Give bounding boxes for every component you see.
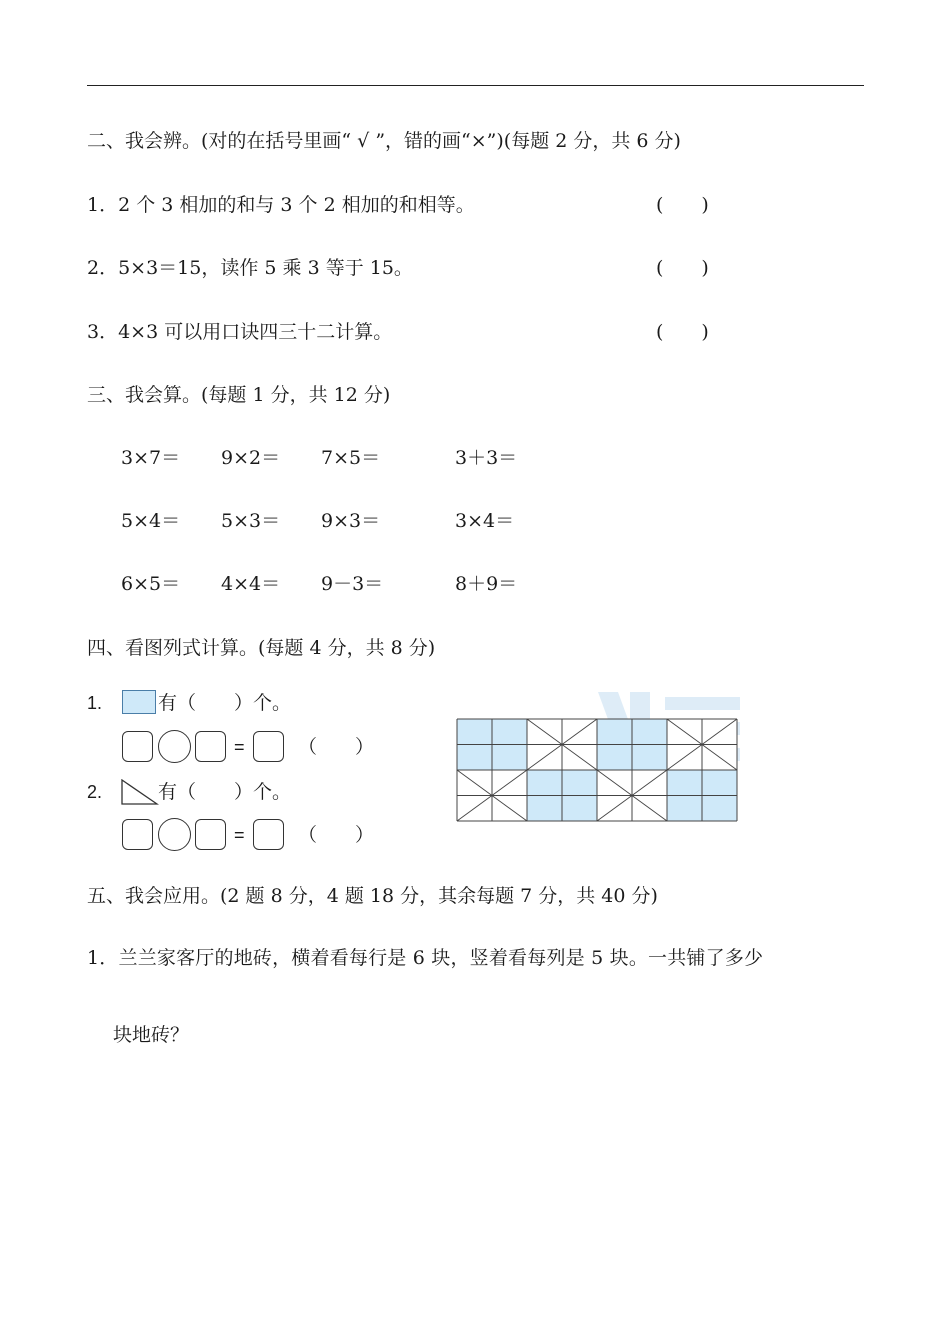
calc-r3-c3[interactable]: 9－3＝ [321, 573, 384, 595]
section4-heading: 四、看图列式计算。(每题 4 分，共 8 分) [87, 637, 436, 659]
q2-box-1[interactable] [122, 819, 153, 850]
q1-number: 1. [87, 693, 103, 713]
top-rule [87, 85, 864, 86]
calc-r3-c4[interactable]: 8＋9＝ [455, 573, 518, 595]
calc-r3-c1[interactable]: 6×5＝ [121, 573, 181, 595]
q2-unit-paren[interactable]: （ ） [298, 824, 375, 846]
shape-grid-figure [456, 718, 740, 824]
judge-item-3: 3．4×3 可以用口诀四三十二计算。 [87, 321, 393, 343]
calc-r2-c2[interactable]: 5×3＝ [221, 510, 281, 532]
q2-operator-circle[interactable] [158, 818, 191, 851]
q2-number: 2. [87, 782, 103, 802]
judge-answer-1[interactable]: ( ) [656, 194, 709, 216]
judge-item-2: 2．5×3＝15，读作 5 乘 3 等于 15。 [87, 257, 413, 279]
q2-box-2[interactable] [195, 819, 226, 850]
q2-equals: = [234, 825, 245, 845]
judge-answer-2[interactable]: ( ) [656, 257, 709, 279]
square-shape-icon [122, 690, 156, 714]
q2-box-result[interactable] [253, 819, 284, 850]
calc-r2-c3[interactable]: 9×3＝ [321, 510, 381, 532]
calc-r1-c4[interactable]: 3＋3＝ [455, 447, 518, 469]
section5-heading: 五、我会应用。(2 题 8 分，4 题 18 分，其余每题 7 分，共 40 分) [87, 885, 658, 907]
calc-r1-c1[interactable]: 3×7＝ [121, 447, 181, 469]
triangle-shape-icon [121, 779, 159, 805]
q2-prompt: 有（ ）个。 [158, 781, 292, 803]
calc-r2-c1[interactable]: 5×4＝ [121, 510, 181, 532]
calc-r1-c3[interactable]: 7×5＝ [321, 447, 381, 469]
judge-answer-3[interactable]: ( ) [656, 321, 709, 343]
section2-heading: 二、我会辨。(对的在括号里画“ √ ”，错的画“×”)(每题 2 分，共 6 分) [87, 130, 681, 152]
word-problem-1-line1: 1．兰兰家客厅的地砖，横着看每行是 6 块，竖着看每列是 5 块。一共铺了多少 [87, 947, 764, 969]
q1-prompt: 有（ ）个。 [158, 692, 292, 714]
judge-item-1: 1．2 个 3 相加的和与 3 个 2 相加的和相等。 [87, 194, 475, 216]
q1-box-1[interactable] [122, 731, 153, 762]
calc-r2-c4[interactable]: 3×4＝ [455, 510, 515, 532]
word-problem-1-line2: 块地砖？ [113, 1024, 190, 1046]
calc-r3-c2[interactable]: 4×4＝ [221, 573, 281, 595]
q1-box-2[interactable] [195, 731, 226, 762]
q1-box-result[interactable] [253, 731, 284, 762]
q1-equals: = [234, 737, 245, 757]
q1-operator-circle[interactable] [158, 730, 191, 763]
calc-r1-c2[interactable]: 9×2＝ [221, 447, 281, 469]
q1-unit-paren[interactable]: （ ） [298, 736, 375, 758]
section3-heading: 三、我会算。(每题 1 分，共 12 分) [87, 384, 391, 406]
